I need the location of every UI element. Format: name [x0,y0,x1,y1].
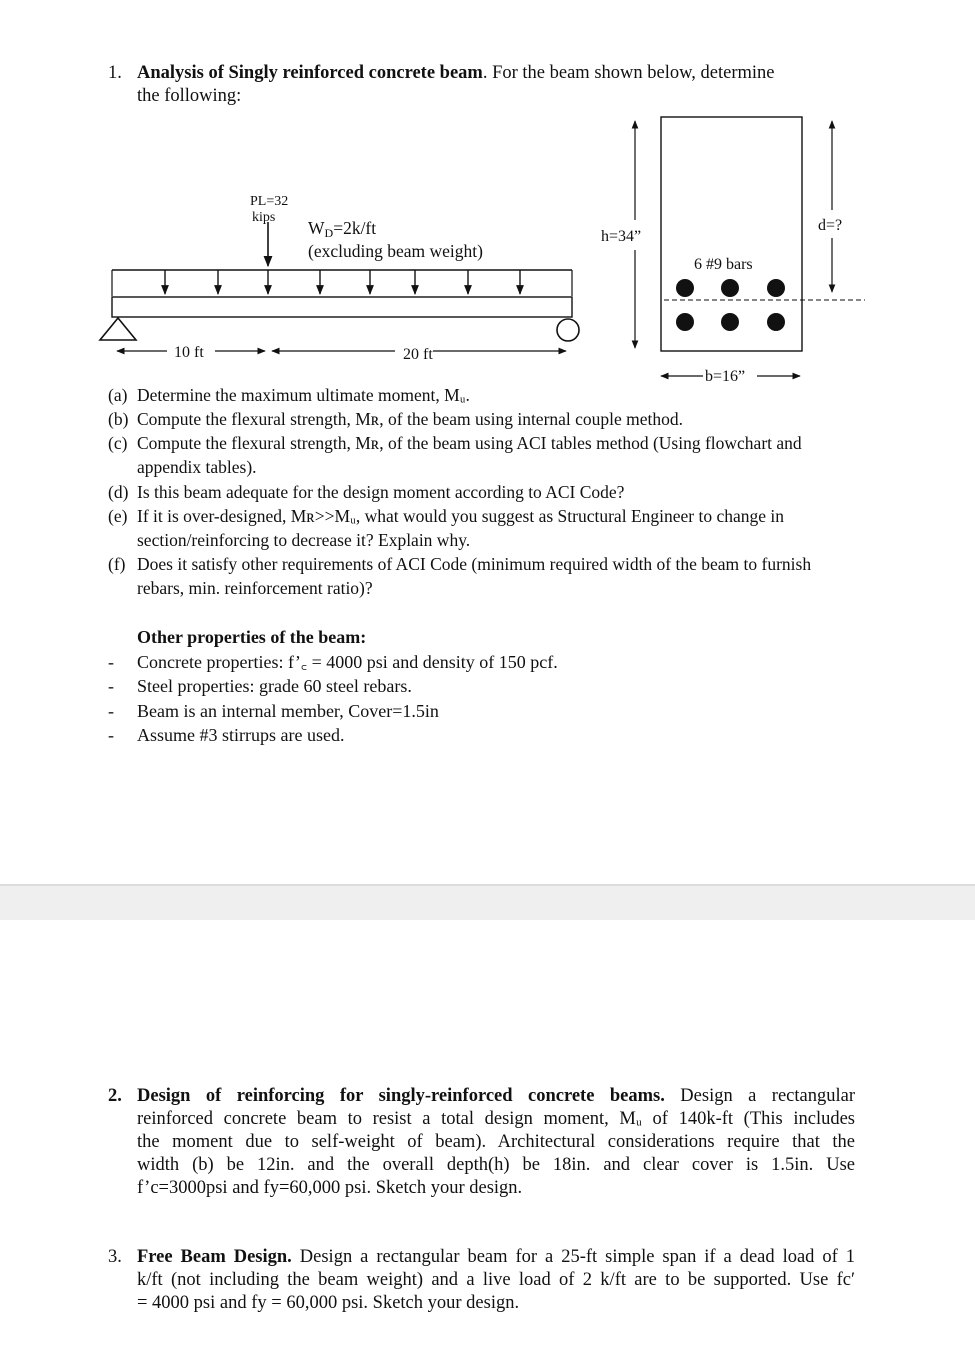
span-2-label: 20 ft [403,346,433,363]
part-text: Is this beam adequate for the design moment according to ACI Code? [137,482,625,502]
part-label: (c) [108,433,128,453]
page-separator [0,884,975,920]
question-1-title: Analysis of Singly reinforced concrete beam [137,63,483,83]
width-label: b=16” [705,368,746,385]
property-text: Beam is an internal member, Cover=1.5in [137,700,439,721]
part-label: (f) [108,554,126,574]
property-text: Steel properties: grade 60 steel rebars. [137,676,412,696]
bullet-dash: - [108,700,114,721]
bullet-dash: - [108,651,114,672]
bullet-dash: - [108,676,114,696]
part-text: Determine the maximum ultimate moment, Mᵤ. [137,385,470,405]
question-1-intro-line2: the following: [137,86,242,106]
part-text: Does it satisfy other requirements of ACI Code (minimum required width of the beam to furnish [137,554,812,574]
height-label: h=34” [601,228,642,245]
question-1-number: 1. [108,63,122,83]
question-3-body [137,1246,855,1315]
rebars [676,279,785,331]
part-label: (b) [108,409,129,429]
question-2-line: Design a rectangular [680,1086,855,1106]
part-text-continued: rebars, min. reinforcement ratio)? [137,578,373,598]
part-label: (d) [108,482,129,502]
beam [112,297,572,317]
point-load-label-1: PL=32 [250,194,289,209]
bullet-dash: - [108,725,114,745]
distributed-load [112,270,572,296]
point-load-label-2: kips [252,210,276,225]
question-2-body [137,1085,855,1200]
part-label: (e) [108,506,128,526]
roller-support [557,319,579,341]
property-text: Assume #3 stirrups are used. [137,725,345,745]
part-text-continued: section/reinforcing to decrease it? Explain why. [137,530,471,550]
question-2-title: Design of reinforcing for singly-reinforced concrete beams. [137,1086,665,1106]
span-1-label: 10 ft [174,344,204,361]
part-text: If it is over-designed, Mʀ>>Mᵤ, what would you suggest as Structural Engineer to change in [137,506,785,526]
question-3-line: k/ft (not including the beam weight) and a live load of 2 k/ft are to be supported. Use fc′ [137,1270,855,1290]
question-2-line: the moment due to self-weight of beam). Architectural considerations require that the [137,1132,855,1152]
beam-figure [0,0,975,390]
question-3-title: Free Beam Design. [137,1247,292,1267]
question-2-line: f’c=3000psi and fy=60,000 psi. Sketch your design. [137,1178,523,1198]
bars-label: 6 #9 bars [694,256,753,273]
question-3-line: = 4000 psi and fy = 60,000 psi. Sketch your design. [137,1293,520,1313]
part-text: Compute the flexural strength, Mʀ, of the beam using ACI tables method (Using flowchart and [137,433,802,453]
distributed-load-label-2: (excluding beam weight) [308,241,483,261]
pin-support [100,318,136,340]
properties-heading: Other properties of the beam: [137,627,367,647]
distributed-load-label-1: WD=2k/ft [308,218,377,240]
part-text: Compute the flexural strength, Mʀ, of the beam using internal couple method. [137,409,684,429]
question-1-intro-line1: . For the beam shown below, determine [482,63,775,83]
question-2-number: 2. [108,1086,122,1106]
question-3-line: Design a rectangular beam for a 25-ft simple span if a dead load of 1 [299,1247,856,1267]
part-text-continued: appendix tables). [137,457,257,477]
part-label: (a) [108,385,128,405]
question-2-line: reinforced concrete beam to resist a total design moment, Mᵤ of 140k-ft (This includes [137,1109,855,1129]
question-2-line: width (b) be 12in. and the overall depth(h) be 18in. and clear cover is 1.5in. Use [137,1155,855,1175]
effective-depth-label: d=? [818,217,843,234]
question-3-number: 3. [108,1247,122,1267]
property-text: Concrete properties: f’꜀ = 4000 psi and density of 150 pcf. [137,651,558,672]
